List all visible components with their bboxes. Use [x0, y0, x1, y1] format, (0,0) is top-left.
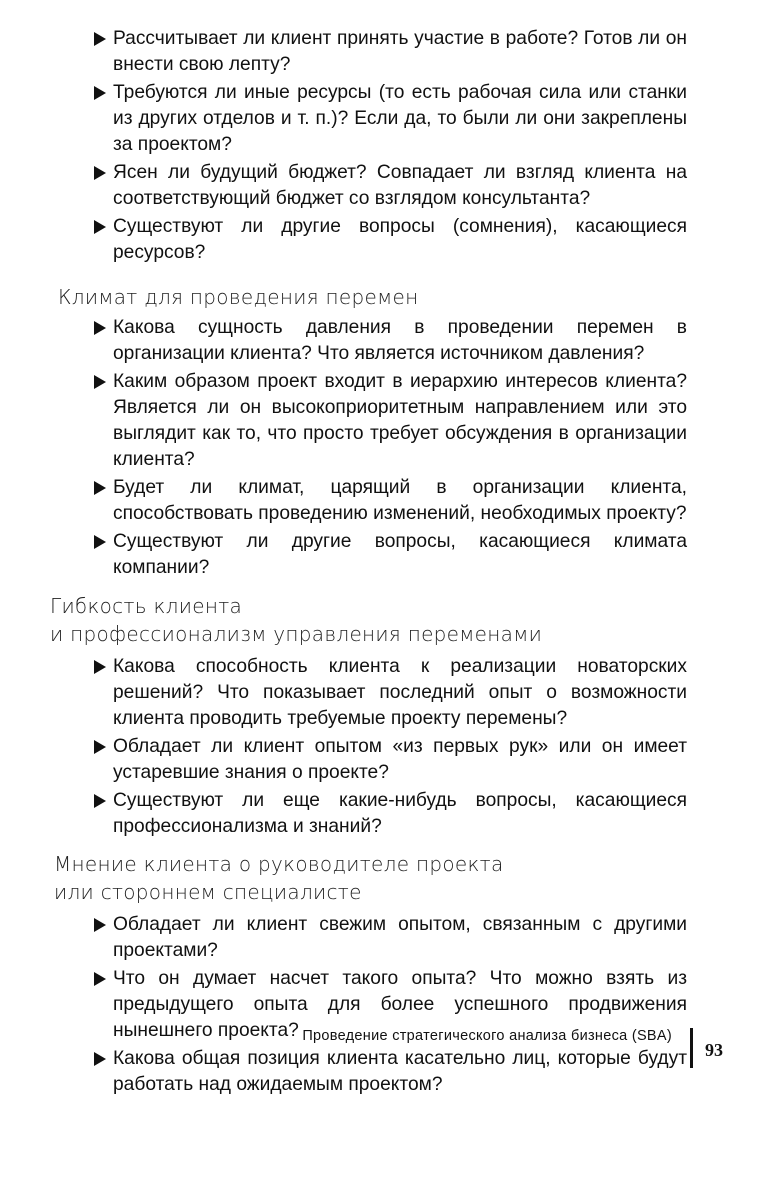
triangle-bullet-icon — [94, 86, 106, 100]
item-text: Какова сущность давления в проведении перемен в организации клиента? Что является источником давления? — [113, 317, 687, 364]
heading-line: Климат для проведения перемен — [58, 285, 419, 309]
list-item — [0, 529, 687, 581]
section-flexibility — [0, 592, 760, 842]
item-text: Существуют ли еще какие-нибудь вопросы, касающиеся профессионализма и знаний? — [113, 790, 687, 837]
list-item — [0, 734, 687, 786]
heading-line: и профессионализм управления переменами — [50, 622, 543, 646]
item-text: Какова способность клиента к реализации новаторских решений? Что показывает последний опыт о возможности клиента проводить требуемые проекту перемены? — [113, 656, 687, 729]
item-text: Рассчитывает ли клиент принять участие в работе? Готов ли он внести свою лепту? — [113, 28, 687, 75]
section-heading — [0, 283, 760, 311]
item-text: Ясен ли будущий бюджет? Совпадает ли взгляд клиента на соответствующий бюджет со взглядом консультанта? — [113, 162, 687, 209]
list-item — [0, 160, 687, 212]
section-climate — [0, 283, 760, 583]
item-text: Существуют ли другие вопросы, касающиеся климата компании? — [113, 531, 687, 578]
question-list — [0, 912, 760, 1098]
question-list — [0, 654, 760, 840]
triangle-bullet-icon — [94, 32, 106, 46]
question-list — [0, 26, 760, 266]
heading-line: Гибкость клиента — [50, 594, 243, 618]
list-item — [0, 475, 687, 527]
triangle-bullet-icon — [94, 166, 106, 180]
list-item — [0, 788, 687, 840]
triangle-bullet-icon — [94, 481, 106, 495]
running-title: Проведение стратегического анализа бизнеса (SBA) — [302, 1028, 672, 1044]
question-list — [0, 315, 760, 581]
item-text: Будет ли климат, царящий в организации клиента, способствовать проведению изменений, необходимых проекту? — [113, 477, 687, 524]
item-text: Требуются ли иные ресурсы (то есть рабочая сила или станки из других отделов и т. п.)? Если да, то были ли они закреплены за проектом? — [113, 82, 687, 155]
triangle-bullet-icon — [94, 972, 106, 986]
triangle-bullet-icon — [94, 1052, 106, 1066]
page-number: 93 — [705, 1040, 723, 1060]
triangle-bullet-icon — [94, 321, 106, 335]
triangle-bullet-icon — [94, 535, 106, 549]
triangle-bullet-icon — [94, 794, 106, 808]
item-text: Обладает ли клиент опытом «из первых рук» или он имеет устаревшие знания о проекте? — [113, 736, 687, 783]
list-item — [0, 315, 687, 367]
list-item — [0, 214, 687, 266]
section-client-opinion — [0, 850, 760, 1100]
item-text: Существуют ли другие вопросы (сомнения), касающиеся ресурсов? — [113, 216, 687, 263]
section-heading — [0, 850, 760, 906]
list-item — [0, 912, 687, 964]
footer-divider — [690, 1028, 693, 1068]
item-text: Каким образом проект входит в иерархию интересов клиента? Является ли он высокоприоритетным направлением или это выглядит как то, что просто требует обсуждения в организации клиента? — [113, 371, 687, 470]
triangle-bullet-icon — [94, 660, 106, 674]
list-item — [0, 26, 687, 78]
list-item — [0, 654, 687, 732]
section-resources — [0, 26, 760, 268]
heading-line: Мнение клиента о руководителе проекта — [54, 852, 504, 876]
section-heading — [0, 592, 760, 648]
list-item — [0, 80, 687, 158]
triangle-bullet-icon — [94, 740, 106, 754]
item-text: Обладает ли клиент свежим опытом, связанным с другими проектами? — [113, 914, 687, 961]
triangle-bullet-icon — [94, 918, 106, 932]
triangle-bullet-icon — [94, 375, 106, 389]
heading-line: или стороннем специалисте — [54, 880, 362, 904]
item-text: Какова общая позиция клиента касательно лиц, которые будут работать над ожидаемым проектом? — [113, 1048, 687, 1095]
list-item — [0, 1046, 687, 1098]
item-text: Что он думает насчет такого опыта? Что можно взять из предыдущего опыта для более успешного продвижения нынешнего проекта? — [113, 968, 687, 1041]
list-item — [0, 369, 687, 473]
triangle-bullet-icon — [94, 220, 106, 234]
